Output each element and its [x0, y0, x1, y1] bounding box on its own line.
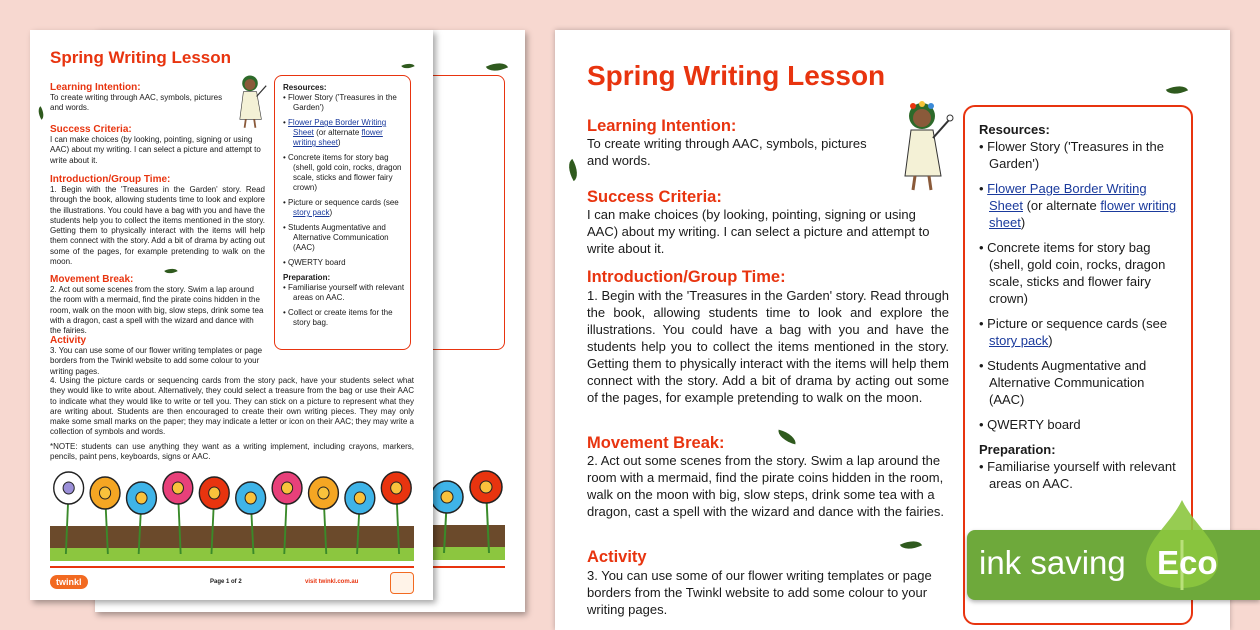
resource-item	[979, 315, 1181, 349]
page-number: Page 1 of 2	[210, 579, 242, 585]
resource-item: • Students Augmentative and Alternative Communication (AAC)	[283, 223, 405, 253]
resources-list	[979, 138, 1181, 433]
thumb-movement-break-text: 2. Act out some scenes from the story. Swim a lap around the room with a mermaid, find the pirate coins hidden in the room, walk on the moon with big, slow steps, drink some tea with a dragon, cast a spell with the wizard and dance with the fairies.	[50, 285, 264, 336]
story-pack-link[interactable]: story pack	[293, 208, 330, 217]
success-criteria-heading: Success Criteria:	[587, 188, 722, 206]
preparation-item: • Familiarise yourself with relevant areas on AAC.	[283, 283, 405, 303]
preparation-list	[979, 458, 1181, 492]
activity-item-4: 4. Using the picture cards or sequencing cards from the story pack, have your students select what they would like to write about. Alternatively, they could select a treasure from the bag or use their AAC to indicate what they would like to write or tell you. They can stick on a picture to represent what they are writing about. Students are then encouraged to create their own writing pieces. They may only make some small marks on the paper; they may indicate a letter or icon on their AAC; they may write a collection of symbols and words.	[50, 376, 414, 437]
quality-badge-icon	[390, 572, 414, 594]
resource-item: • QWERTY board	[283, 258, 405, 268]
front-page-preview	[30, 30, 433, 600]
eco-label: Eco	[1157, 544, 1218, 581]
thumb-success-criteria-text: I can make choices (by looking, pointing, signing or using AAC) about my writing. I can select a picture and attempt to write about it.	[50, 135, 261, 165]
resource-text: )	[1048, 333, 1053, 348]
resources-heading: Resources:	[979, 122, 1050, 137]
introduction-text: 1. Begin with the 'Treasures in the Garden' story. Read through the book, allowing students time to look and explore the illustrations. You could have a bag with you and have the students help you to collect the items mentioned in the story. Getting them to physically interact with the items will help them connect with the story. Add a bit of drama by acting out some of the pages, for example pretending to walk on the moon.	[587, 288, 949, 405]
resource-text: )	[329, 208, 333, 217]
thumb-resources-box	[274, 75, 411, 350]
thumb-learning-intention-heading: Learning Intention:	[50, 82, 141, 93]
resource-text: Picture or sequence cards (see	[987, 316, 1168, 331]
flower-center	[318, 487, 329, 499]
eco-ink-saving-badge	[967, 530, 1260, 600]
leaf-icon	[900, 536, 922, 554]
flower-writing-sheet-link[interactable]: flower writing sheet	[989, 198, 1177, 230]
fairy-illustration	[235, 72, 271, 130]
thumb-page-title: Spring Writing Lesson	[50, 48, 232, 67]
flower-center	[354, 492, 365, 504]
thumb-preparation-heading: Preparation:	[283, 273, 331, 282]
leaf-icon	[486, 58, 508, 76]
resource-item: • Concrete items for story bag (shell, gold coin, rocks, dragon scale, sticks and flower fairy crown)	[283, 153, 405, 193]
resource-item: • QWERTY board	[979, 416, 1181, 433]
learning-intention-text: To create writing through AAC, symbols, pictures and words.	[587, 136, 867, 168]
success-criteria-text: I can make choices (by looking, pointing, signing or using AAC) about my writing. I can select a picture and attempt to write about it.	[587, 207, 930, 256]
fairy-illustration	[897, 98, 957, 193]
preparation-item: • Familiarise yourself with relevant areas on AAC.	[979, 458, 1181, 492]
leaf-icon	[564, 159, 583, 181]
flower-center	[441, 491, 453, 503]
story-pack-link[interactable]: story pack	[989, 333, 1049, 348]
leaf-icon	[1166, 81, 1188, 99]
flower-center	[245, 492, 256, 504]
resource-text: )	[337, 138, 341, 147]
page-title: Spring Writing Lesson	[587, 60, 886, 91]
thumb-learning-intention-text: To create writing through AAC, symbols, pictures and words.	[50, 93, 223, 113]
website-link[interactable]: visit twinkl.com.au	[305, 579, 359, 585]
flower-center	[209, 487, 220, 499]
resource-text: )	[1020, 215, 1026, 230]
resource-item: • Flower Story ('Treasures in the Garden')	[283, 93, 405, 113]
movement-break-text: 2. Act out some scenes from the story. Swim a lap around the room with a mermaid, find the pirate coins hidden in the room, walk on the moon with big, slow steps, drink some tea with a dragon, cast a spell with the wizard and dance with the fairies.	[587, 453, 944, 519]
thumb-activity-item-3: 3. You can use some of our flower writing templates or page borders from the Twinkl website to add some colour to your writing pages.	[50, 346, 263, 376]
thumb-movement-break-heading: Movement Break:	[50, 274, 134, 285]
page-footer	[50, 566, 414, 596]
flower-center	[391, 482, 402, 494]
flower-border-sheet-link[interactable]: Flower Page Border Writing Sheet	[987, 181, 1147, 213]
twinkl-logo: twinkl	[50, 575, 88, 589]
resource-text: Picture or sequence cards (see	[288, 198, 399, 207]
flower-center	[172, 482, 183, 494]
flower-center	[99, 487, 110, 499]
preparation-item: • Collect or create items for the story bag.	[283, 308, 405, 328]
resource-item	[283, 198, 405, 218]
introduction-heading: Introduction/Group Time:	[587, 268, 786, 286]
resource-item: • Flower Story ('Treasures in the Garden')	[979, 138, 1181, 172]
thumb-success-criteria-heading: Success Criteria:	[50, 124, 132, 135]
leaf-icon	[35, 106, 46, 119]
ink-saving-label: ink saving	[979, 544, 1126, 581]
thumb-resources-heading: Resources:	[283, 83, 327, 92]
flower-center	[63, 482, 74, 494]
thumb-activity-heading: Activity	[50, 335, 87, 346]
flower-border-sheet-link[interactable]: Flower Page Border Writing Sheet	[288, 118, 387, 137]
resource-text: (or alternate	[1022, 198, 1101, 213]
resource-item	[283, 118, 405, 148]
flower-center	[136, 492, 147, 504]
thumb-preparation-list	[283, 283, 405, 328]
preparation-heading: Preparation:	[979, 442, 1056, 457]
leaf-icon	[401, 61, 414, 72]
resource-item: • Concrete items for story bag (shell, gold coin, rocks, dragon scale, sticks and flower fairy crown)	[979, 239, 1181, 307]
thumb-introduction-text: 1. Begin with the 'Treasures in the Garden' story. Read through the book, allowing students time to look and explore the illustrations. You could have a bag with you and have the students help you to collect the items mentioned in the story. Getting them to physically interact with the items will help them connect with the story. Add a bit of drama by acting out some of the pages, for example pretending to walk on the moon.	[50, 185, 265, 267]
learning-intention-heading: Learning Intention:	[587, 117, 737, 135]
thumb-introduction-heading: Introduction/Group Time:	[50, 174, 171, 185]
leaf-icon	[776, 430, 798, 445]
flower-border-illustration	[50, 466, 414, 561]
resource-item	[979, 180, 1181, 231]
activity-note: *NOTE: students can use anything they want as a writing implement, including crayons, markers, pencils, paint pens, keyboards, signs or AAC.	[50, 442, 414, 462]
activity-heading: Activity	[587, 548, 647, 566]
activity-item-3: 3. You can use some of our flower writing templates or page borders from the Twinkl website to add some colour to your writing pages.	[587, 568, 932, 617]
thumb-resources-list	[283, 93, 405, 268]
movement-break-heading: Movement Break:	[587, 434, 725, 452]
resource-item: • Students Augmentative and Alternative Communication (AAC)	[979, 357, 1181, 408]
flower-center	[480, 481, 492, 493]
flower-writing-sheet-link[interactable]: flower writing sheet	[293, 128, 383, 147]
flower-center	[281, 482, 292, 494]
resource-text: (or alternate	[313, 128, 362, 137]
